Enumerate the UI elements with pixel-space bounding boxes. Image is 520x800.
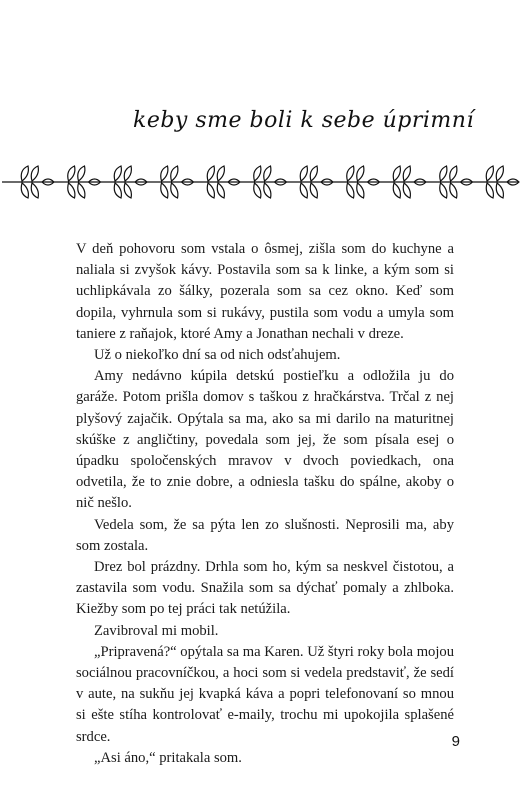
paragraph: Amy nedávno kúpila detskú postieľku a odložila ju do garáže. Potom prišla domov s taškou z hračkárstva. Trčal z nej plyšový zajačik. Opýtala sa ma, ako sa mi darilo na maturitnej skúške z angličtiny, povedala som jej, že som písala esej o úpadku spoločenských mravov v dvoch poviedkach, ona odvetila, že to znie dobre, a odniesla tašku do spálne, akoby o nič nešlo. (76, 368, 454, 512)
paragraph: Drez bol prázdny. Drhla som ho, kým sa neskvel čistotou, a zastavila som vodu. Snažila som sa dýchať pomaly a zhlboka. Kiežby som po tej práci tak netúžila. (76, 559, 454, 618)
chapter-title: keby sme boli k sebe úprimní (132, 108, 474, 133)
paragraph: „Pripravená?“ opýtala sa ma Karen. Už štyri roky bola mojou sociálnou pracovníčkou, a hoci som si vedela predstaviť, že sedí v aute, na sukňu jej kvapká káva a popri telefonovaní so mnou si ešte stíha kontrolovať e-maily, trochu mi upokojila splašené srdce. (76, 643, 454, 745)
paragraph: Zavibroval mi mobil. (94, 622, 219, 639)
paragraph: V deň pohovoru som vstala o ôsmej, zišla som do kuchyne a naliala si zvyšok kávy. Postavila som sa k linke, a kým som si uchlipkávala zo šálky, pozerala som sa cez okno. Keď som dopila, vyhrnula som si rukávy, pustila som vodu a umyla som taniere z raňajok, ktoré Amy a Jonathan nechali v dreze. (76, 241, 454, 342)
chapter-body (76, 239, 454, 769)
page-number: 9 (451, 733, 460, 750)
leaf-vine-divider-icon (0, 160, 520, 204)
paragraph: Už o niekoľko dní sa od nich odsťahujem. (94, 347, 341, 364)
paragraph: „Asi áno,“ pritakala som. (94, 749, 242, 766)
paragraph: Vedela som, že sa pýta len zo slušnosti. Neprosili ma, aby som zostala. (76, 516, 454, 554)
